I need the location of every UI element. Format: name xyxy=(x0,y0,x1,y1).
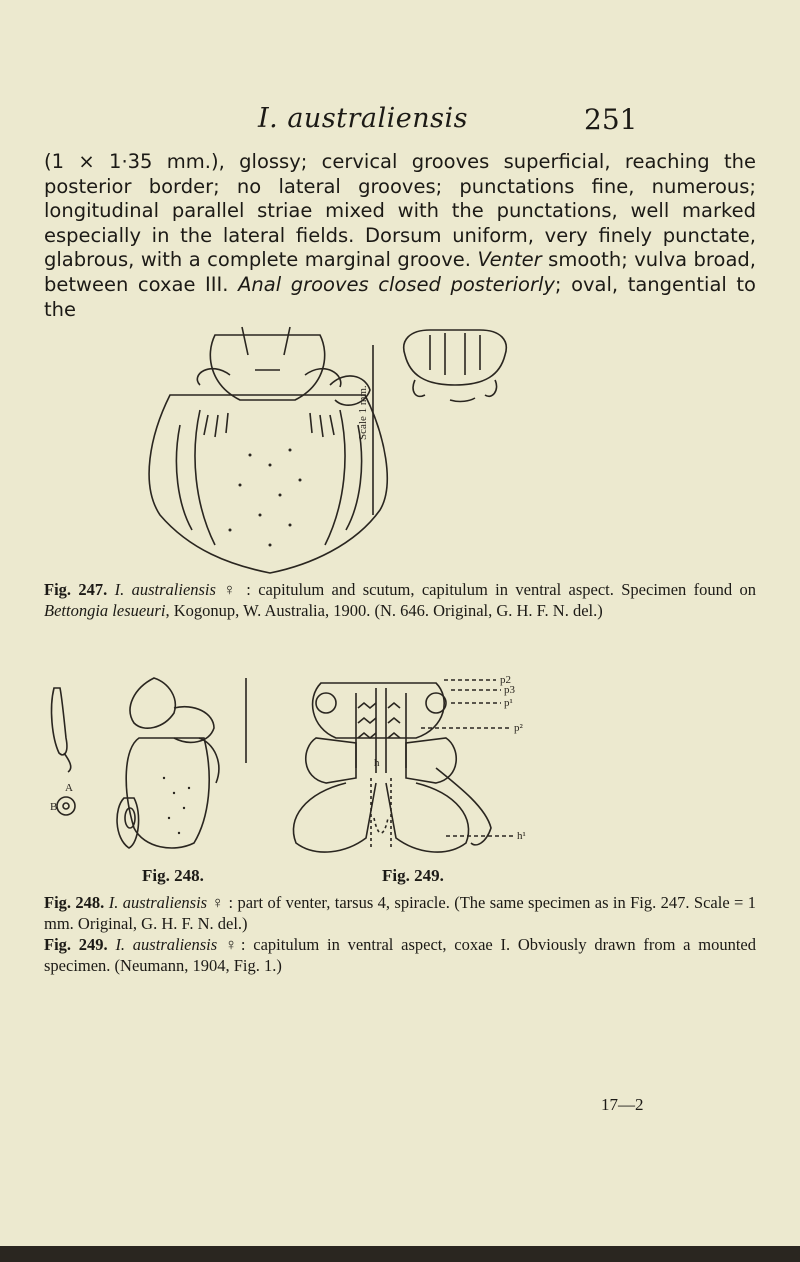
figure-247-illustration xyxy=(130,315,530,577)
caption-species-249: I. australiensis xyxy=(115,935,218,954)
venter-heading: Venter xyxy=(477,248,542,272)
body-text-2: smooth; vulva broad, between coxae III. xyxy=(44,248,756,296)
annotation-a-248: A xyxy=(65,782,73,794)
signature-mark: 17—2 xyxy=(601,1095,644,1114)
page-number: 251 xyxy=(584,103,638,136)
caption-248 xyxy=(44,893,756,934)
anal-grooves-heading: Anal grooves closed posteriorly xyxy=(238,272,555,296)
caption-text-247-a: ♀ : capitulum and scutum, capitulum in ventral aspect. Specimen found on xyxy=(215,580,757,599)
body-paragraph xyxy=(44,150,756,322)
label-pprime-249: p² xyxy=(514,722,523,734)
caption-text-249: ♀: capitulum in ventral aspect, coxae I. Obviously drawn from a mounted specimen. (Neumann, 1904, Fig. 1.) xyxy=(44,935,756,975)
body-text-3: ; oval, tangential to the xyxy=(44,272,756,321)
fig-label-248: Fig. 248. xyxy=(142,866,204,885)
label-p1-249: p¹ xyxy=(504,697,513,709)
caption-text-248: ♀ : part of venter, tarsus 4, spiracle. (The same specimen as in Fig. 247. Scale = 1 mm. Original, G. H. F. N. del.) xyxy=(44,893,756,933)
caption-species-247: I. australiensis xyxy=(114,580,216,599)
annotation-b-248: B xyxy=(50,801,58,813)
figure-248 xyxy=(44,668,254,858)
fig-label-249: Fig. 249. xyxy=(382,866,444,885)
body-text-1: (1 × 1·35 mm.), glossy; cervical grooves superficial, reaching the posterior border; no lateral grooves; punctations fine, numerous; longitudinal parallel striae mixed with the punctations, well marked especially in the lateral fields. Dorsum uniform, very finely punctate, glabrous, with a complete marginal groove. xyxy=(44,150,756,272)
scale-label-247: Scale 1 mm. xyxy=(357,385,369,440)
caption-249 xyxy=(44,935,756,976)
label-h-249: h xyxy=(374,757,380,769)
figure-249 xyxy=(286,668,626,860)
label-p2-249: p2 xyxy=(500,674,511,686)
caption-label-248: Fig. 248. xyxy=(44,893,105,912)
caption-label-247: Fig. 247. xyxy=(44,580,108,599)
caption-text-247-b: , Kogonup, W. Australia, 1900. (N. 646. Original, G. H. F. N. del.) xyxy=(165,600,603,620)
figure-249-illustration xyxy=(286,668,626,860)
label-p3-249: p3 xyxy=(504,684,515,696)
figure-248-illustration xyxy=(44,668,254,858)
running-head: I. australiensis xyxy=(258,103,469,134)
label-hprime-249: h¹ xyxy=(517,830,526,842)
figure-247 xyxy=(130,315,530,577)
page-header xyxy=(0,103,800,143)
bottom-edge xyxy=(0,1246,800,1262)
caption-label-249: Fig. 249. xyxy=(44,935,108,954)
caption-species-248: I. australiensis xyxy=(108,893,208,912)
caption-247 xyxy=(44,580,756,621)
caption-host-247: Bettongia lesueuri xyxy=(44,600,166,620)
